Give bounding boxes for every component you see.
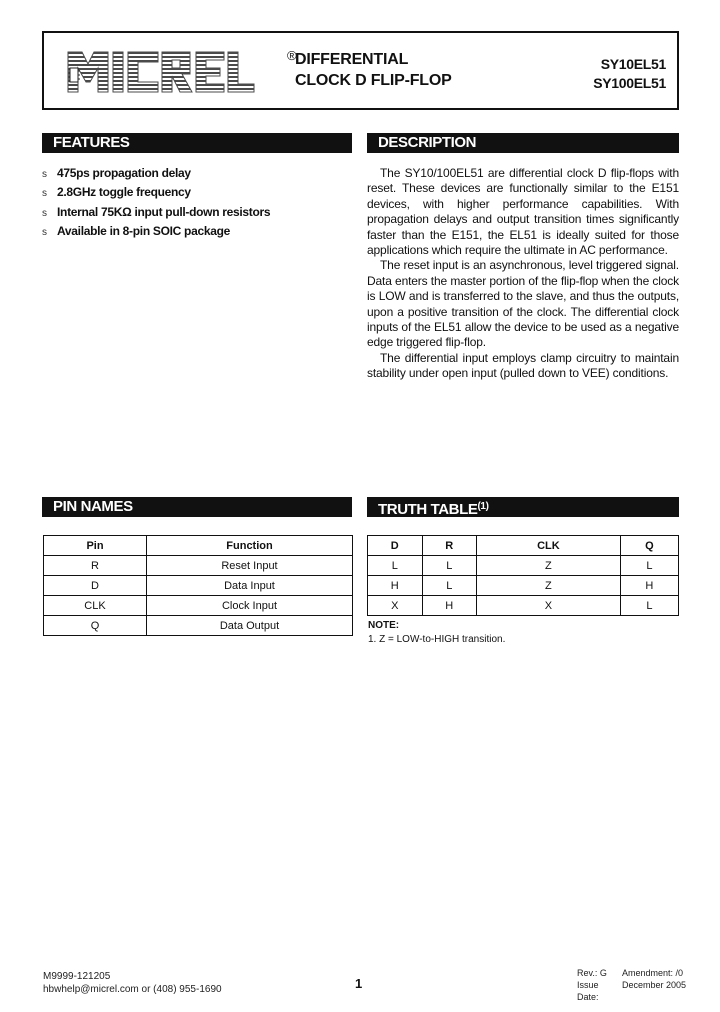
truth-table-footnote-ref: (1) [477, 501, 489, 512]
features-list [42, 166, 352, 243]
header-box [42, 31, 679, 110]
table-row [44, 576, 353, 596]
feature-item [42, 224, 352, 243]
table-row [368, 556, 679, 576]
part-numbers [593, 55, 666, 93]
column-header: Pin [44, 536, 147, 556]
description-heading-text: DESCRIPTION [378, 134, 477, 151]
description-paragraph: The SY10/100EL51 are differential clock D flip-flops with reset. These devices are functionally similar to the E151 devices, with higher performance capabilities. With propagation delays and output transition times significantly faster than the E151, the EL51 is ideally suited for those applications which require the ultimate in AC performance. [367, 166, 679, 258]
truth-table-heading-text: TRUTH TABLE [378, 501, 478, 518]
truth-cell: L [422, 576, 477, 596]
description-body [367, 166, 679, 382]
revision: Rev.: G [577, 968, 607, 978]
table-row [44, 596, 353, 616]
feature-text: Available in 8-pin SOIC package [57, 223, 230, 238]
pin-names-heading-text: PIN NAMES [53, 498, 133, 515]
description-paragraph: The reset input is an asynchronous, level triggered signal. Data enters the master portion of the flip-flop when the clock is LOW and is transferred to the slave, and thus the outputs, upon a positive transition of the clock. The differential clock inputs of the EL51 allow the device to be used as a negative edge triggered flip-flop. [367, 258, 679, 350]
truth-cell: X [477, 596, 621, 616]
feature-text: Internal 75KΩ input pull-down resistors [57, 204, 271, 219]
footer-right [577, 967, 686, 1003]
part-number-10: SY10EL51 [600, 56, 666, 72]
truth-cell: L [620, 556, 678, 576]
title-line-2: CLOCK D FLIP-FLOP [295, 72, 452, 89]
issue-date: December 2005 [622, 980, 687, 990]
amendment: Amendment: /0 [622, 968, 684, 978]
function-cell: Data Input [147, 576, 353, 596]
table-header-row [368, 536, 679, 556]
column-header: D [368, 536, 423, 556]
table-row [368, 596, 679, 616]
column-header: Q [620, 536, 678, 556]
description-paragraph: The differential input employs clamp circuitry to maintain stability under open input (pulled down to VEE) conditions. [367, 350, 679, 381]
feature-item [42, 185, 352, 204]
features-heading-text: FEATURES [53, 134, 130, 151]
part-number-100: SY100EL51 [593, 75, 666, 91]
pin-names-table [43, 535, 353, 636]
description-heading [367, 133, 679, 153]
issue-date-label: Issue Date: [577, 980, 599, 1002]
issue-date-row [577, 979, 686, 1003]
bullet-icon: s [42, 207, 47, 219]
feature-text: 2.8GHz toggle frequency [57, 185, 191, 200]
column-header: R [422, 536, 477, 556]
pin-cell: D [44, 576, 147, 596]
pin-cell: Q [44, 616, 147, 636]
truth-table [367, 535, 679, 616]
column-header: CLK [477, 536, 621, 556]
column-header: Function [147, 536, 353, 556]
function-cell: Data Output [147, 616, 353, 636]
pin-cell: R [44, 556, 147, 576]
pin-names-heading [42, 497, 352, 517]
bullet-icon: s [42, 188, 47, 200]
truth-cell: H [422, 596, 477, 616]
truth-table-heading [367, 497, 679, 517]
bullet-icon: s [42, 226, 47, 238]
table-row [44, 556, 353, 576]
truth-cell: H [368, 576, 423, 596]
truth-cell: L [368, 556, 423, 576]
table-row [44, 616, 353, 636]
truth-cell: Z [477, 576, 621, 596]
registered-mark: ® [287, 48, 297, 63]
truth-cell: X [368, 596, 423, 616]
features-heading [42, 133, 352, 153]
micrel-logo [66, 48, 256, 94]
contact-info: hbwhelp@micrel.com or (408) 955-1690 [43, 984, 222, 995]
note-label: NOTE: [368, 620, 400, 631]
table-header-row [44, 536, 353, 556]
truth-table-note [368, 619, 505, 647]
pin-cell: CLK [44, 596, 147, 616]
feature-item [42, 166, 352, 185]
document-number: M9999-121205 [43, 971, 111, 982]
title-line-1: DIFFERENTIAL [295, 51, 409, 68]
feature-text: 475ps propagation delay [57, 166, 191, 180]
footer-left [43, 970, 222, 996]
truth-cell: L [620, 596, 678, 616]
bullet-icon: s [42, 169, 47, 180]
truth-cell: Z [477, 556, 621, 576]
page-number: 1 [355, 976, 363, 991]
product-title [295, 49, 452, 91]
feature-item [42, 205, 352, 224]
function-cell: Clock Input [147, 596, 353, 616]
truth-cell: L [422, 556, 477, 576]
function-cell: Reset Input [147, 556, 353, 576]
revision-row [577, 967, 686, 979]
truth-cell: H [620, 576, 678, 596]
table-row [368, 576, 679, 596]
note-text: 1. Z = LOW-to-HIGH transition. [368, 634, 506, 645]
